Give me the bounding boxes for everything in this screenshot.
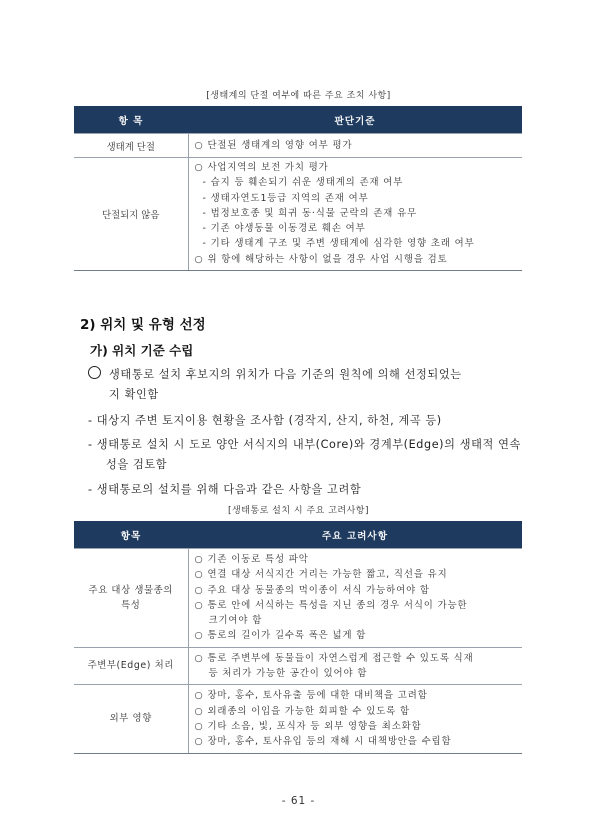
circle-bullet-icon — [88, 366, 101, 379]
consideration-line: ○ 통로 안에 서식하는 특성을 지닌 종의 경우 서식이 가능한 — [194, 599, 468, 611]
table1-item-cell: 생태계 단절 — [74, 134, 188, 158]
table2-considerations-cell — [188, 685, 522, 753]
consideration-line: ○ 기존 이동로 특성 파악 — [194, 554, 309, 565]
table1 — [74, 106, 522, 271]
table2-item-cell — [74, 647, 188, 685]
paragraph-circle — [88, 365, 462, 385]
item-line: 특성 — [121, 599, 141, 611]
table2-considerations-cell — [188, 549, 522, 648]
criteria-line: - 법정보호종 및 희귀 동·식물 군락의 존재 유무 — [202, 207, 418, 219]
consideration-line: 크기여야 함 — [208, 615, 263, 627]
bullet-item: - 생태통로 설치 시 도로 양안 서식지의 내부(Core)와 경계부(Edge)의 생태적 연속 — [88, 438, 521, 451]
criteria-line: ○ 단절된 생태계의 영향 여부 평가 — [194, 139, 353, 151]
para1-line2: 지 확인함 — [109, 388, 159, 401]
page-number: - 61 - — [281, 795, 316, 807]
bullet-item: - 생태통로의 설치를 위해 다음과 같은 사항을 고려함 — [88, 483, 362, 496]
table-row — [74, 685, 522, 753]
criteria-line: - 습지 등 훼손되기 쉬운 생태계의 존재 여부 — [202, 177, 404, 189]
consideration-line: ○ 외래종의 이입을 가능한 회피할 수 있도록 함 — [194, 705, 410, 717]
criteria-line: - 기타 생태계 구조 및 주변 생태계에 심각한 영향 초래 여부 — [202, 238, 475, 250]
criteria-line: ○ 사업지역의 보전 가치 평가 — [194, 162, 329, 173]
table2-header-item: 항목 — [74, 521, 188, 549]
item-line: 주변부(Edge) 처리 — [87, 660, 174, 672]
table1-caption: [생태계의 단절 여부에 따른 주요 조치 사항] — [206, 91, 391, 101]
consideration-line: ○ 주요 대상 동물종의 먹이종이 서식 가능하여야 함 — [194, 584, 430, 596]
table1-criteria-cell — [188, 158, 522, 271]
table1-item-cell: 단절되지 않음 — [74, 158, 188, 271]
para1-line1: 생태통로 설치 후보지의 위치가 다음 기준의 원칙에 의해 선정되었는 — [109, 368, 462, 381]
item-line: 주요 대상 생물종의 — [88, 584, 173, 596]
table1-criteria-cell — [188, 134, 522, 158]
criteria-line: - 생태자연도1등급 지역의 존재 여부 — [202, 192, 369, 204]
consideration-line: 등 처리가 가능한 공간이 있어야 함 — [208, 668, 368, 680]
bullet-item: - 대상지 주변 토지이용 현황을 조사함 (경작지, 산지, 하천, 계곡 등) — [88, 414, 442, 427]
section-heading: 2) 위치 및 유형 선정 — [80, 317, 206, 333]
criteria-line: ○ 위 항에 해당하는 사항이 없을 경우 사업 시행을 검토 — [194, 253, 448, 265]
table2-item-cell — [74, 549, 188, 648]
table-row — [74, 647, 522, 685]
table1-header-row — [74, 106, 522, 134]
consideration-line: ○ 기타 소음, 빛, 포식자 등 외부 영향을 최소화함 — [194, 720, 422, 732]
bullet-item-continuation: 성을 검토함 — [106, 458, 168, 471]
consideration-line: ○ 장마, 홍수, 토사유입 등의 재해 시 대책방안을 수립함 — [194, 736, 452, 748]
table-row — [74, 549, 522, 648]
table-row — [74, 158, 522, 271]
subsection-heading: 가) 위치 기준 수립 — [90, 343, 194, 358]
table1-header-item: 항 목 — [74, 106, 188, 134]
table2 — [74, 521, 522, 754]
table-row — [74, 134, 522, 158]
table2-header-row — [74, 521, 522, 549]
consideration-line: ○ 통로 주변부에 동물들이 자연스럽게 접근할 수 있도록 식재 — [194, 652, 474, 664]
table1-header-criteria: 판단기준 — [188, 106, 522, 134]
consideration-line: ○ 통로의 길이가 길수록 폭은 넓게 함 — [194, 630, 367, 642]
consideration-line: ○ 장마, 홍수, 토사유출 등에 대한 대비책을 고려함 — [194, 690, 428, 702]
table2-considerations-cell — [188, 647, 522, 685]
table2-item-cell — [74, 685, 188, 753]
item-line: 외부 영향 — [109, 713, 152, 725]
table2-caption: [생태통로 설치 시 주요 고려사항] — [228, 506, 369, 516]
criteria-line: - 기존 야생동물 이동경로 훼손 여부 — [202, 223, 366, 235]
table2-header-considerations: 주요 고려사항 — [188, 521, 522, 549]
consideration-line: ○ 연결 대상 서식지간 거리는 가능한 짧고, 직선을 유지 — [194, 569, 448, 581]
